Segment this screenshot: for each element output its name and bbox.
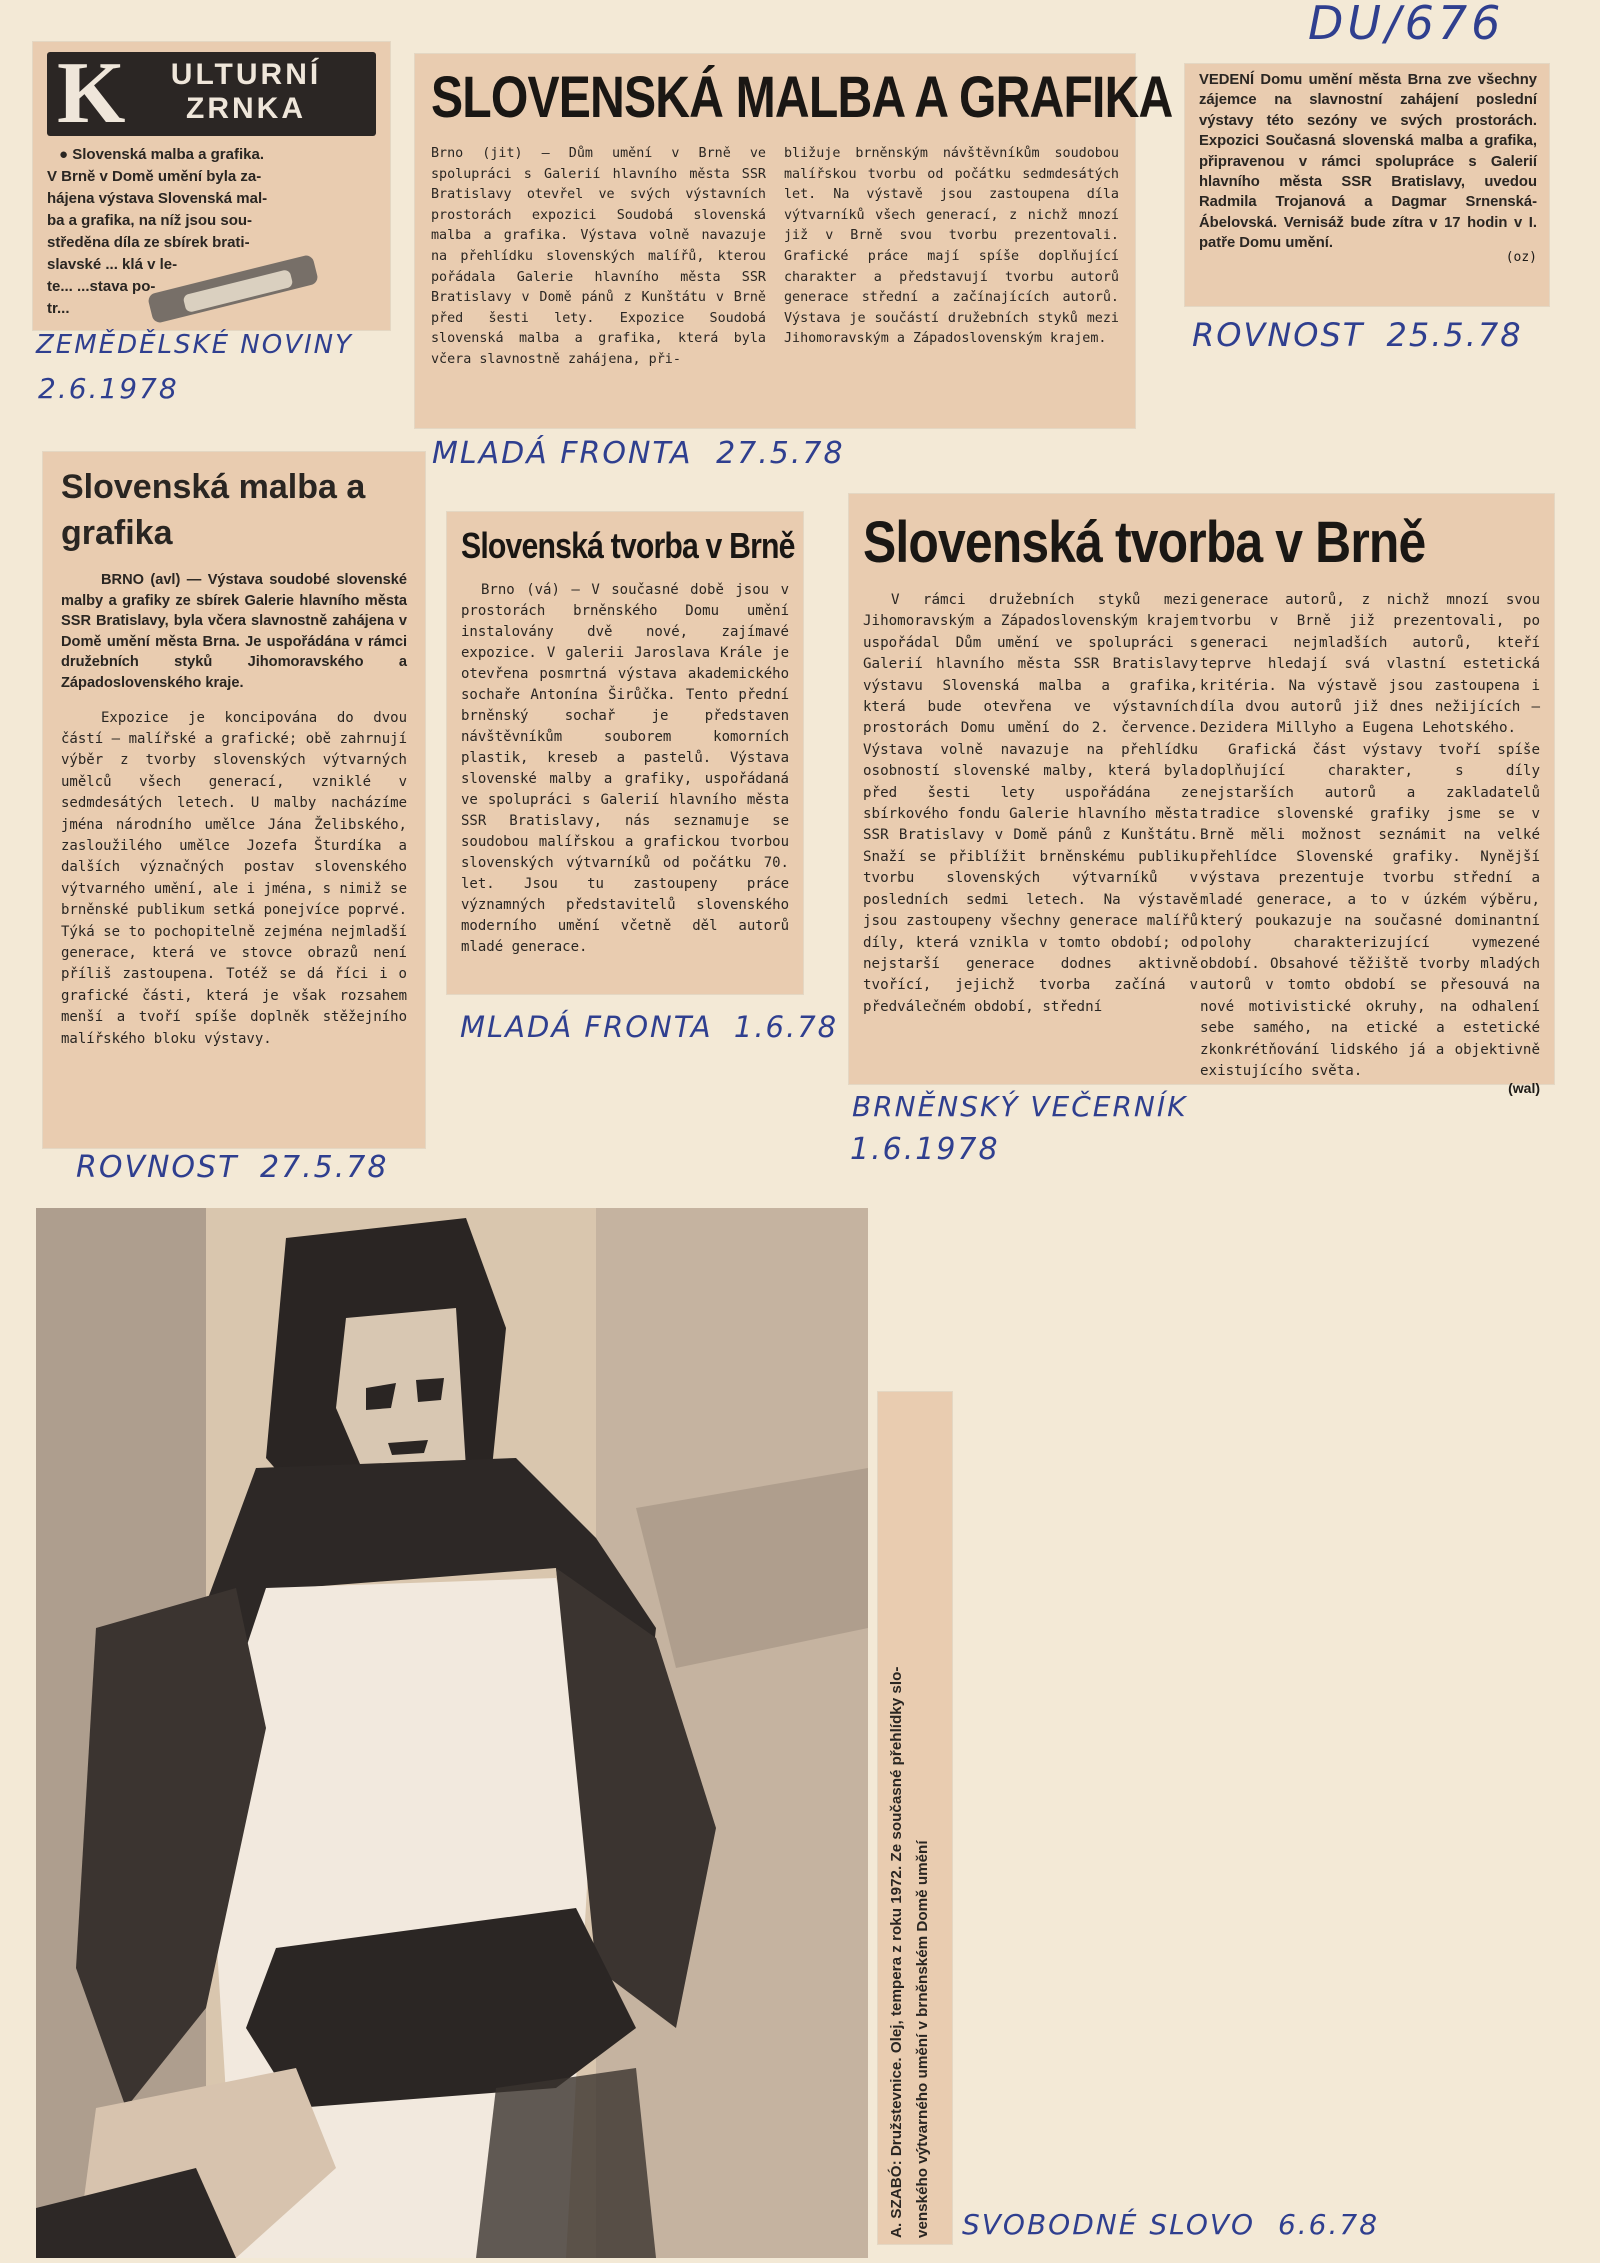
clip6-column-1: V rámci družebních styků mezi Jihomoravským a Západoslovenským krajem uspořádal Dům umění ve spolupráci s Galerií hlavního města SSR Bratislavy výstavu Slovenská malba a grafika, která bude otevřena ve výstavních prostorách Domu umění do 2. července. Výstava volně navazuje na přehlídku osobností slovenské malby, která byla před šesti lety uspořádána ze sbírkového fondu Galerie hlavního města SSR Bratislavy v Domě pánů z Kunštátu. Snaží se přiblížit brněnskému publiku tvorbu slovenských výtvarníků v posledních sedmi letech. Na výstavě jsou zastoupeny všechny generace malířů díly, která vznikla v tomto období; od nejstarší generace dodnes aktivně tvořící, jejichž tvorba začíná v předválečném období, střední [863,592,1198,1015]
source-clip7-name: SVOBODNÉ SLOVO [962,2208,1256,2241]
caption-line-2: venského výtvarného umění v brněnském Domě umění [914,1840,931,2238]
source-clip7 [962,2208,1379,2241]
clip3-text: VEDENÍ Domu umění města Brna zve všechny zájemce na slavnostní zahájení poslední výstavy této sezóny ve svých prostorách. Expozici Současná slovenská malba a grafika, připravenou v rámci spolupráce s Galerií hlavního města SSR Bratislavy, uvedou Radmila Trojanová a Dagmar Srnenská-Ábelovská. Vernisáž bude zítra v 17 hodin v I. patře Domu umění. [1199,72,1537,252]
source-clip5 [460,1010,838,1044]
clip-slovenska-tvorba-mf [447,512,803,994]
clip3-sign: (oz) [1505,249,1537,265]
clip1-line: te... ...stava po- [47,278,156,295]
clip1-line: hájena výstava Slovenská mal- [47,190,268,207]
archive-code: DU/676 [1308,0,1505,50]
source-clip4 [76,1150,388,1185]
clip4-headline: Slovenská malba a grafika [61,468,366,552]
clip1-line: slavské ... klá v le- [47,256,178,273]
clip6-sign: (wal) [1508,1080,1540,1097]
painting-caption [878,1392,952,2244]
clip-kulturni-zrnka [33,42,390,330]
clip4-lead: BRNO (avl) — Výstava soudobé slovenské malby a grafiky ze sbírek Galerie hlavního města SSR Bratislavy, byla včera slavnostně zahájena v Domě umění města Brna. Je uspořádána v rámci družebních styků Jihomoravského a Západoslovenského kraje. [61,572,407,691]
clip1-line: středěna díla ze sbírek brati- [47,234,250,251]
clip-slovenska-malba-a-grafika [415,54,1173,428]
source-clip4-date: 27.5.78 [259,1150,389,1185]
clip2-headline: SLOVENSKÁ MALBA A GRAFIKA [431,65,1173,130]
clip2-column-1: Brno (jit) — Dům umění v Brně ve spolupráci s Galerií hlavního města SSR Bratislavy otevřel ve svých výstavních prostorách expozici Soudobá slovenská malba a grafika. Výstava volně navazuje na přehlídku slovenských malířů, kterou pořádala Galerie hlavního města SSR Bratislavy v Domě pánů z Kunštátu v Brně před šesti lety. Expozice Soudobá slovenská malba a grafika, která byla včera slavnostně zahájena, při- [431,146,766,367]
druzstevnice-painting [36,1208,868,2258]
source-clip2-name: MLADÁ FRONTA [432,436,693,471]
clip1-line: tr... [47,300,70,317]
source-clip4-name: ROVNOST [76,1150,239,1185]
date-clip6: 1.6.1978 [850,1132,1000,1167]
clip2-column-2: bližuje brněnským návštěvníkům soudobou malířskou tvorbu od počátku sedmdesátých let. Na výstavě jsou zastoupena díla výtvarníků všech generací, z nichž mnozí již v Brně svou tvorbu prezentovali. Grafické práce mají spíše doplňující charakter a představují tvorbu autorů generace střední a začínajících autorů. Výstava je součástí družebních styků mezi Jihomoravským a Západoslovenským krajem. [784,146,1119,347]
source-clip1: ZEMĚDĚLSKÉ NOVINY [36,330,353,360]
clip5-text: Brno (vá) — V současné době jsou v prostorách brněnského Domu umění instalovány dvě nové, zajímavé expozice. V galerii Jaroslava Krále je otevřena posmrtná výstava akademického sochaře Antonína Širůčka. Tento přední brněnský sochař je představen návštěvníkům souborem komorních plastik, kreseb a pastelů. Výstava slovenské malby a grafiky, uspořádaná ve spolupráci s Galerií hlavního města SSR Bratislavy, nás seznamuje se soudobou malířskou a grafickou tvorbou slovenských výtvarníků od počátku 70. let. Jsou tu zastoupeny práce významných představitelů slovenského moderního umění včetně děl autorů mladé generace. [461,582,789,955]
source-clip2 [432,436,845,471]
caption-line-1: A. SZABÓ: Družstevnice. Olej, tempera z roku 1972. Ze současné přehlídky slo- [888,1666,905,2238]
source-clip5-date: 1.6.78 [733,1010,839,1044]
clip1-line: ba a grafika, na níž jsou sou- [47,212,253,229]
clip5-headline: Slovenská tvorba v Brně [461,525,795,566]
date-clip1: 2.6.1978 [38,372,179,405]
clip-vedeni-domu-umeni [1185,64,1549,306]
source-clip5-name: MLADÁ FRONTA [460,1010,713,1044]
source-clip3-name: ROVNOST [1192,316,1365,354]
clip6-column-2b: Grafická část výstavy tvoří spíše doplňující charakter, s díly nejstarších autorů a zakladatelů tradice slovenské grafiky jsme se v Brně měli možnost seznámit na velké přehlídce Slovenské grafiky. Nynější výstava prezentuje tvorbu střední a mladé generace, a to v úzkém výběru, který poukazuje na současné dominantní polohy charakterizující vymezené období. Obsahové těžiště tvorby mladých autorů v tomto období se přesouvá na nové motivistické okruhy, na odhalení sebe samého, na etické a estetické zkonkrétňování lidského já a objektivně existujícího světa. [1200,741,1540,1079]
kulturni-zrnka-logo [47,45,376,142]
clip6-column-2a: generace autorů, z nichž mnozí svou tvorbu v Brně již prezentovali, po generaci nejmladších autorů, kteří teprve hledají svá vlastní estetická kritéria. Na výstavě jsou zastoupena i díla dvou autorů již dnes nežijících — Dezidera Millyho a Eugena Lehotského. [1200,592,1540,737]
logo-text: ULTURNÍ ZRNKA [170,58,322,125]
clip6-headline: Slovenská tvorba v Brně [863,510,1426,575]
logo-k-letter: K [57,45,126,142]
source-clip3-date: 25.5.78 [1386,316,1523,354]
clip-slovenska-tvorba-bv [849,494,1554,1097]
source-clip3 [1192,316,1523,354]
source-clip6: BRNĚNSKÝ VEČERNÍK [852,1090,1188,1123]
clip-rovnost-malba-grafika [43,452,425,1148]
caption-rotated [884,1398,936,2238]
source-clip7-date: 6.6.78 [1277,2208,1380,2241]
clip1-line: V Brně v Domě umění byla za- [47,168,262,185]
clip1-line: ● Slovenská malba a grafika. [59,146,264,163]
clip4-body: Expozice je koncipována do dvou částí — malířské a grafické; obě zahrnují výběr z tvorby slovenských výtvarných umělců všech generací, vzniklé v sedmdesátých letech. U malby nacházíme jména národního umělce Jána Želibského, zasloužilého umělce Jozefa Šturdíka a dalších význačných postav slovenského výtvarného umění, ale i jména, s nimiž se brněnské publikum setká ponejvíce poprvé. Týká se to pochopitelně zejména nejmladší generace, která ve stovce obrazů není příliš zastoupena. Totéž se dá říci i o grafické části, která je však rozsahem menší a tvoří spíše doplněk stěžejního malířského bloku výstavy. [61,709,407,1047]
source-clip2-date: 27.5.78 [716,436,845,471]
painting-photo [36,1208,868,2258]
